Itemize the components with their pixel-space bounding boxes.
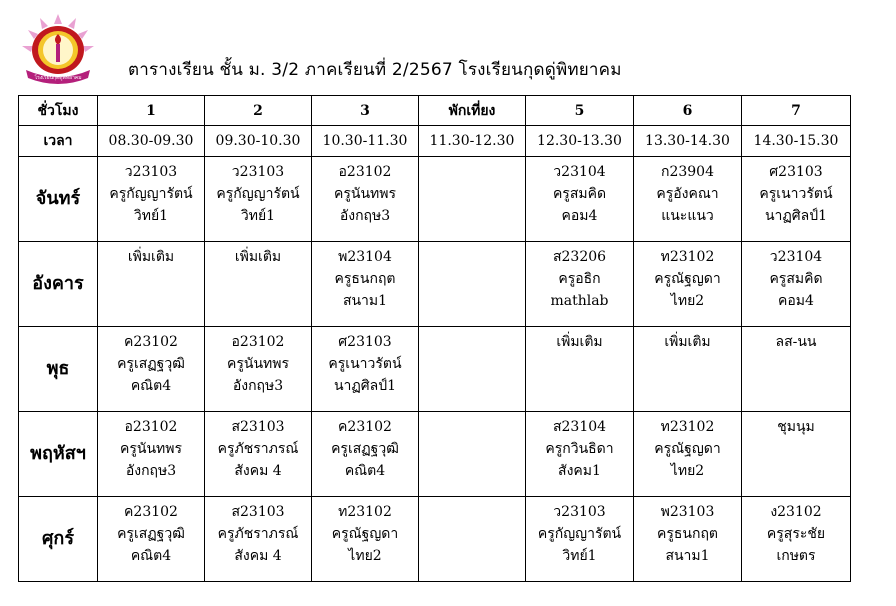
teacher-name: ครูกัญญารัตน์ (216, 186, 300, 202)
teacher-name: ครูภัชราภรณ์ (217, 526, 299, 542)
day-label: พฤหัสฯ (19, 412, 98, 497)
schedule-cell (419, 497, 526, 582)
teacher-name: ครูเสฏฐวุฒิ (117, 526, 185, 542)
teacher-name: ครูธนกฤต (656, 526, 719, 542)
subject-name: คณิต4 (130, 378, 172, 394)
schedule-cell (419, 157, 526, 242)
teacher-name: ครูนันทพร (333, 186, 396, 202)
time-cell: 11.30-12.30 (419, 126, 526, 157)
header-period-5: 5 (526, 96, 634, 126)
subject-name: mathlab (550, 293, 609, 309)
subject-name: นาฏศิลป์1 (764, 208, 828, 224)
schedule-cell (742, 497, 851, 582)
schedule-cell (312, 412, 419, 497)
teacher-name: ครูภัชราภรณ์ (217, 441, 299, 457)
schedule-cell (419, 412, 526, 497)
subject-code: ค23102 (124, 334, 178, 350)
schedule-cell (526, 497, 634, 582)
subject-name: ไทย2 (670, 293, 705, 309)
day-label: อังคาร (19, 242, 98, 327)
subject-code: อ23102 (338, 164, 392, 180)
schedule-cell (205, 412, 312, 497)
header-period-3: 3 (312, 96, 419, 126)
schedule-cell (419, 327, 526, 412)
schedule-cell (742, 157, 851, 242)
subject-name: วิทย์1 (133, 208, 169, 224)
subject-code: ศ23103 (338, 334, 392, 350)
time-label: เวลา (19, 126, 98, 157)
subject-name: วิทย์1 (240, 208, 276, 224)
schedule-cell (634, 327, 742, 412)
time-cell: 13.30-14.30 (634, 126, 742, 157)
subject-code: ส23104 (552, 419, 607, 435)
schedule-cell (526, 242, 634, 327)
subject-name: สนาม1 (665, 548, 710, 564)
teacher-name: ครูอธิก (558, 271, 601, 287)
header-period-1: 1 (98, 96, 205, 126)
teacher-name: ครูเสฏฐวุฒิ (331, 441, 399, 457)
subject-code: ท23102 (660, 419, 715, 435)
teacher-name: ครูเนาวรัตน์ (328, 356, 402, 372)
subject-code: ชุมนุม (777, 419, 815, 435)
time-cell: 10.30-11.30 (312, 126, 419, 157)
subject-code: ก23904 (660, 164, 714, 180)
day-row (19, 327, 851, 412)
teacher-name: ครูเสฏฐวุฒิ (117, 356, 185, 372)
teacher-name: ครูสมคิด (769, 271, 823, 287)
day-label: จันทร์ (19, 157, 98, 242)
subject-name: คณิต4 (344, 463, 386, 479)
subject-code: อ23102 (231, 334, 285, 350)
day-label: พุธ (19, 327, 98, 412)
subject-code: ท23102 (660, 249, 715, 265)
day-label: ศุกร์ (19, 497, 98, 582)
schedule-cell (98, 327, 205, 412)
subject-name: ไทย2 (348, 548, 382, 564)
teacher-name: ครูณัฐญดา (654, 271, 721, 287)
schedule-cell (742, 412, 851, 497)
schedule-cell (742, 242, 851, 327)
header-row (19, 96, 851, 126)
header-lunch: พักเที่ยง (419, 96, 526, 126)
subject-name: คณิต4 (130, 548, 172, 564)
subject-name: อังกฤษ3 (125, 463, 177, 479)
school-emblem-text: โรงเรียนกุดดู่พิทยาคม (34, 75, 82, 81)
schedule-cell (205, 242, 312, 327)
subject-code: เพิ่มเติม (556, 334, 603, 350)
teacher-name: ครูเนาวรัตน์ (759, 186, 833, 202)
schedule-cell (312, 157, 419, 242)
time-row (19, 126, 851, 157)
schedule-cell (312, 327, 419, 412)
schedule-cell (312, 242, 419, 327)
subject-code: ท23102 (338, 504, 392, 520)
teacher-name: ครูณัฐญดา (654, 441, 721, 457)
subject-code: พ23104 (338, 249, 392, 265)
subject-name: สนาม1 (342, 293, 388, 309)
schedule-cell (98, 412, 205, 497)
subject-code: ส23206 (552, 249, 607, 265)
schedule-cell (742, 327, 851, 412)
subject-code: ว23104 (769, 249, 823, 265)
header-period-2: 2 (205, 96, 312, 126)
subject-code: ส23103 (231, 419, 285, 435)
subject-code: ว23103 (553, 504, 606, 520)
schedule-cell (98, 157, 205, 242)
subject-name: สังคม 4 (234, 463, 282, 479)
teacher-name: ครูสุระชัย (766, 526, 826, 542)
time-cell: 09.30-10.30 (205, 126, 312, 157)
schedule-cell (634, 157, 742, 242)
subject-code: เพิ่มเติม (127, 249, 175, 265)
schedule-cell (205, 157, 312, 242)
time-cell: 12.30-13.30 (526, 126, 634, 157)
teacher-name: ครูกัญญารัตน์ (537, 526, 622, 542)
school-emblem-icon (18, 12, 98, 86)
subject-code: เพิ่มเติม (234, 249, 282, 265)
subject-code: ค23102 (124, 504, 178, 520)
subject-name: แนะแนว (661, 208, 714, 224)
schedule-cell (98, 242, 205, 327)
subject-code: ว23104 (553, 164, 606, 180)
teacher-name: ครูณัฐญดา (331, 526, 399, 542)
subject-name: เกษตร (776, 548, 816, 564)
subject-code: ค23102 (338, 419, 392, 435)
page-title: ตารางเรียน ชั้น ม. 3/2 ภาคเรียนที่ 2/2567 โรงเรียนกุดดู่พิทยาคม (128, 60, 622, 80)
subject-name: นาฏศิลป์1 (333, 378, 397, 394)
teacher-name: ครูสมคิด (552, 186, 607, 202)
time-cell: 08.30-09.30 (98, 126, 205, 157)
subject-name: วิทย์1 (562, 548, 597, 564)
teacher-name: ครูนันทพร (226, 356, 289, 372)
subject-code: ลส-นน (775, 334, 817, 350)
subject-name: สังคม1 (558, 463, 601, 479)
header-period-7: 7 (742, 96, 851, 126)
subject-code: อ23102 (124, 419, 178, 435)
schedule-cell (634, 497, 742, 582)
subject-code: ว23103 (124, 164, 178, 180)
day-row (19, 157, 851, 242)
time-cell: 14.30-15.30 (742, 126, 851, 157)
schedule-cell (634, 242, 742, 327)
schedule-cell (312, 497, 419, 582)
subject-code: ศ23103 (769, 164, 823, 180)
schedule-cell (526, 327, 634, 412)
day-row (19, 242, 851, 327)
subject-name: คอม4 (778, 293, 814, 309)
day-row (19, 412, 851, 497)
schedule-cell (634, 412, 742, 497)
subject-code: ง23102 (770, 504, 822, 520)
teacher-name: ครูนันทพร (119, 441, 182, 457)
schedule-cell (205, 497, 312, 582)
subject-name: อังกฤษ3 (232, 378, 284, 394)
subject-name: ไทย2 (670, 463, 705, 479)
schedule-cell (526, 412, 634, 497)
subject-name: คอม4 (561, 208, 598, 224)
subject-name: สังคม 4 (234, 548, 282, 564)
teacher-name: ครูกวินธิดา (545, 441, 614, 457)
timetable (18, 95, 851, 582)
schedule-cell (419, 242, 526, 327)
subject-code: พ23103 (660, 504, 715, 520)
teacher-name: ครูกัญญารัตน์ (109, 186, 193, 202)
subject-code: ส23103 (231, 504, 285, 520)
day-row (19, 497, 851, 582)
header-period: ชั่วโมง (19, 96, 98, 126)
teacher-name: ครูอังคณา (656, 186, 719, 202)
subject-name: อังกฤษ3 (339, 208, 391, 224)
subject-code: ว23103 (231, 164, 285, 180)
schedule-cell (98, 497, 205, 582)
schedule-cell (205, 327, 312, 412)
subject-code: เพิ่มเติม (664, 334, 711, 350)
header-period-6: 6 (634, 96, 742, 126)
schedule-cell (526, 157, 634, 242)
teacher-name: ครูธนกฤต (334, 271, 396, 287)
